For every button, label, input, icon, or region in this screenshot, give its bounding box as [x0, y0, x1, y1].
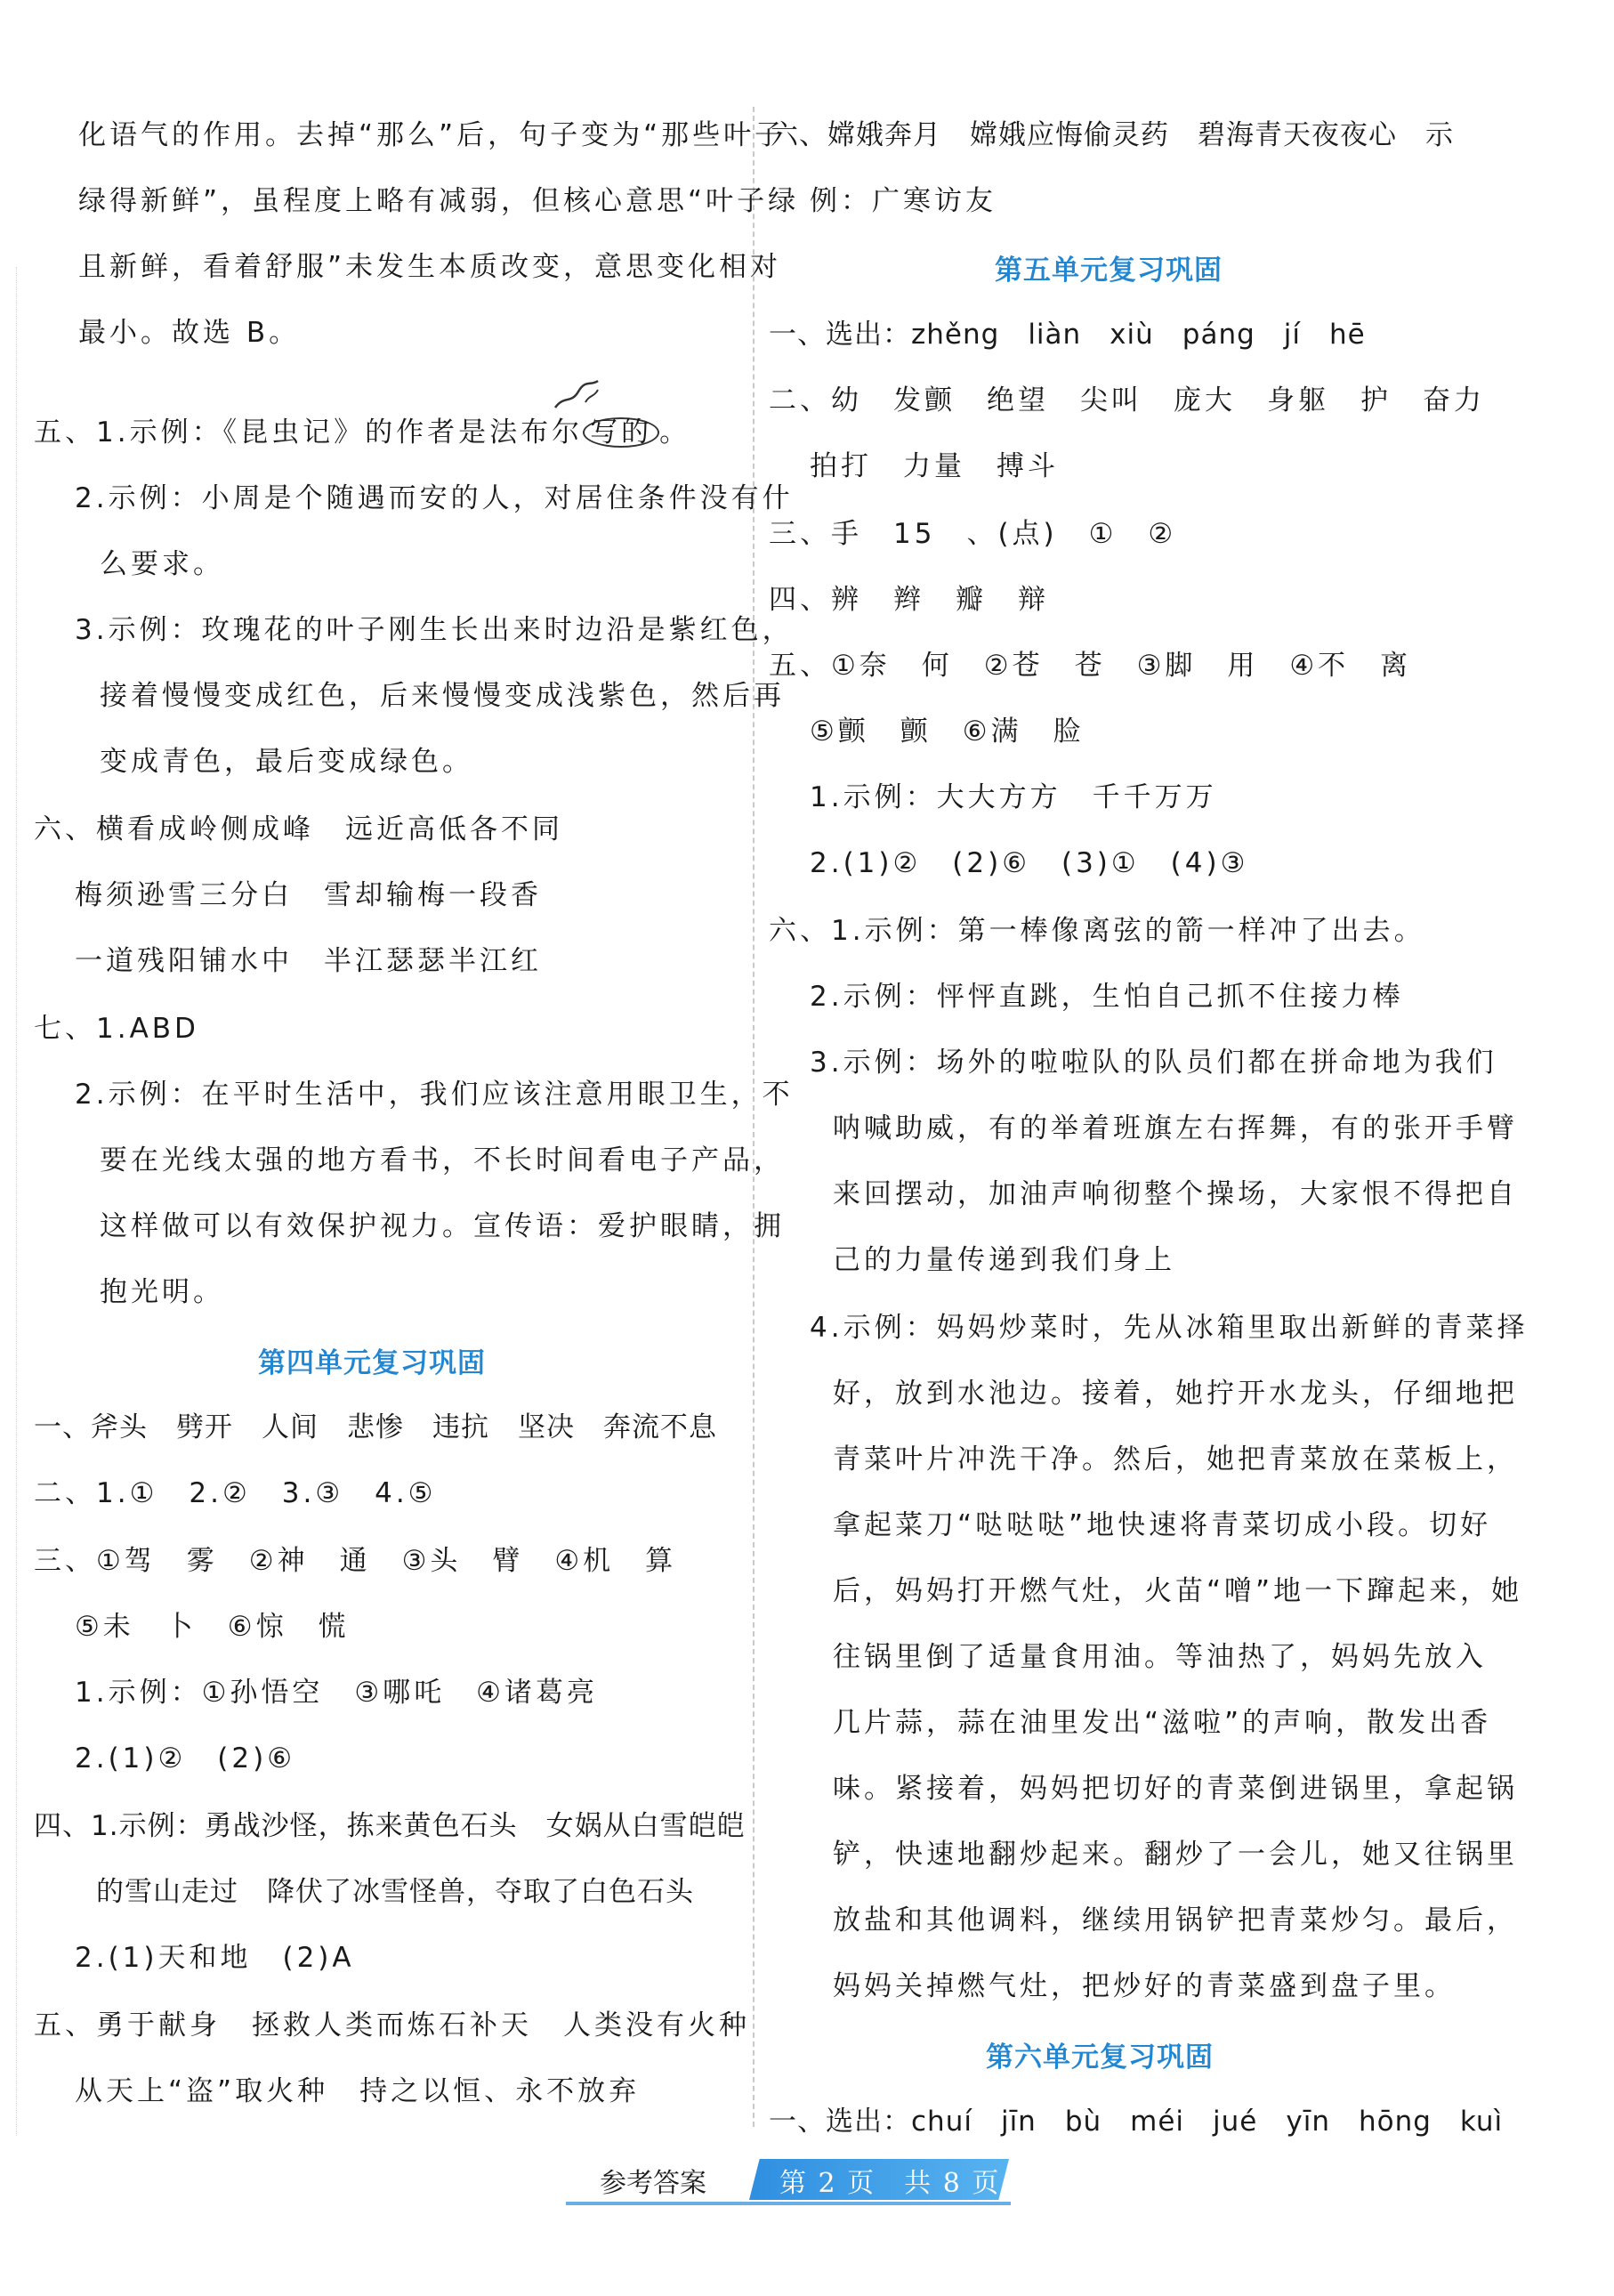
text-line: 一、斧头 劈开 人间 悲惨 违抗 坚决 奔流不息 [34, 1411, 717, 1443]
circled-mark: 写的 [583, 417, 659, 448]
text-line: 从天上“盗”取火种 持之以恒、永不放弃 [75, 2075, 641, 2107]
text-line: 这样做可以有效保护视力。宣传语：爱护眼睛，拥 [100, 1210, 785, 1242]
text-line: 四、辨 辫 瓣 辩 [769, 584, 1049, 616]
text-line: 三、手 15 、(点) ① ② [769, 518, 1177, 550]
text-line: 四、1.示例：勇战沙怪，拣来黄色石头 女娲从白雪皑皑 [34, 1810, 746, 1842]
text-line: 放盐和其他调料，继续用锅铲把青菜炒匀。最后， [833, 1904, 1518, 1936]
text-line: 最小。故选 B。 [78, 317, 301, 349]
text-line: 妈妈关掉燃气灶，把炒好的青菜盛到盘子里。 [833, 1970, 1456, 2002]
text-line: 1.示例：大大方方 千千万万 [810, 781, 1217, 813]
text-line: 绿得新鲜”，虽程度上略有减弱，但核心意思“叶子绿 [78, 185, 800, 217]
text-line: 二、幼 发颤 绝望 尖叫 庞大 身躯 护 奋力 [769, 384, 1485, 416]
text-line: 2.(1)天和地 (2)A [75, 1942, 355, 1974]
page-number: 第 2 页 共 8 页 [779, 2168, 1001, 2199]
footer-label: 参考答案 [600, 2168, 706, 2199]
text-line: 几片蒜，蒜在油里发出“滋啦”的声响，散发出香 [833, 1707, 1492, 1739]
text-line: 己的力量传递到我们身上 [833, 1244, 1175, 1276]
text-line: 4.示例：妈妈炒菜时，先从冰箱里取出新鲜的青菜择 [810, 1312, 1529, 1344]
text-line: 接着慢慢变成红色，后来慢慢变成浅紫色，然后再 [100, 680, 785, 712]
text-line: 2.示例：在平时生活中，我们应该注意用眼卫生，不 [75, 1079, 794, 1111]
text-line: 3.示例：玫瑰花的叶子刚生长出来时边沿是紫红色， [75, 614, 794, 646]
text-line: 3.示例：场外的啦啦队的队员们都在拼命地为我们 [810, 1047, 1497, 1079]
text-line: 例：广寒访友 [810, 185, 997, 217]
text-line: 七、1.ABD [34, 1013, 199, 1045]
text-line: 铲，快速地翻炒起来。翻炒了一会儿，她又往锅里 [833, 1839, 1518, 1871]
text-line: 2.(1)② (2)⑥ [75, 1742, 295, 1775]
text-line: 梅须逊雪三分白 雪却输梅一段香 [75, 879, 542, 911]
text-line: 味。紧接着，妈妈把切好的青菜倒进锅里，拿起锅 [833, 1773, 1518, 1805]
text-line: 六、嫦娥奔月 嫦娥应悔偷灵药 碧海青天夜夜心 示 [771, 119, 1454, 151]
text-line: 2.(1)② (2)⑥ (3)① (4)③ [810, 847, 1249, 879]
footer-rule [566, 2202, 1011, 2205]
text-line: 五、勇于献身 拯救人类而炼石补天 人类没有火种 [34, 2009, 750, 2041]
text-line: 拿起菜刀“哒哒哒”地快速将青菜切成小段。切好 [833, 1509, 1492, 1541]
text-line: 的雪山走过 降伏了冰雪怪兽，夺取了白色石头 [96, 1876, 694, 1908]
text-segment: 五、1.示例：《昆虫记》的作者是法布尔 [34, 416, 584, 449]
answer-line-5-1 [34, 415, 690, 450]
text-line: 六、1.示例：第一棒像离弦的箭一样冲了出去。 [769, 915, 1425, 947]
text-line: 二、1.① 2.② 3.③ 4.⑤ [34, 1477, 437, 1509]
text-line: 青菜叶片冲洗干净。然后，她把青菜放在菜板上， [833, 1443, 1518, 1475]
text-line: 2.示例：怦怦直跳，生怕自己抓不住接力棒 [810, 981, 1404, 1013]
text-line: ⑤颤 颤 ⑥满 脸 [810, 715, 1085, 748]
section-heading-unit5: 第五单元复习巩固 [995, 255, 1223, 287]
text-segment: 。 [659, 416, 691, 449]
text-line: 1.示例：①孙悟空 ③哪吒 ④诸葛亮 [75, 1677, 598, 1709]
text-line: ⑤未 卜 ⑥惊 慌 [75, 1611, 350, 1643]
text-line: 三、①驾 雾 ②神 通 ③头 臂 ④机 算 [34, 1545, 677, 1577]
text-line: 后，妈妈打开燃气灶，火苗“噌”地一下蹿起来，她 [833, 1575, 1523, 1607]
text-line: 拍打 力量 搏斗 [810, 450, 1059, 482]
text-line: 往锅里倒了适量食用油。等油热了，妈妈先放入 [833, 1641, 1487, 1673]
text-line: 好，放到水池边。接着，她拧开水龙头，仔细地把 [833, 1378, 1518, 1410]
text-line: 来回摆动，加油声响彻整个操场，大家恨不得把自 [833, 1178, 1518, 1210]
text-line: 一、选出：chuí jīn bù méi jué yīn hōng kuì [769, 2106, 1504, 2138]
text-line: 要在光线太强的地方看书，不长时间看电子产品， [100, 1144, 785, 1176]
margin-guide [16, 267, 17, 2136]
column-divider [753, 107, 755, 2127]
text-line: 么要求。 [100, 548, 224, 580]
text-line: 五、①奈 何 ②苍 苍 ③脚 用 ④不 离 [769, 650, 1412, 682]
text-line: 一、选出：zhěng liàn xiù páng jí hē [769, 319, 1366, 351]
text-line: 且新鲜，看着舒服”未发生本质改变，意思变化相对 [78, 251, 782, 283]
text-line: 呐喊助威，有的举着班旗左右挥舞，有的张开手臂 [833, 1112, 1518, 1144]
text-line: 2.示例：小周是个随遇而安的人，对居住条件没有什 [75, 482, 794, 514]
text-line: 六、横看成岭侧成峰 远近高低各不同 [34, 813, 563, 845]
text-line: 抱光明。 [100, 1276, 224, 1308]
text-line: 变成青色，最后变成绿色。 [100, 746, 473, 778]
section-heading-unit4: 第四单元复习巩固 [258, 1347, 486, 1379]
text-line: 一道残阳铺水中 半江瑟瑟半江红 [75, 945, 542, 977]
handwritten-mark-icon [552, 377, 605, 413]
text-line: 化语气的作用。去掉“那么”后，句子变为“那些叶子 [78, 119, 787, 151]
section-heading-unit6: 第六单元复习巩固 [986, 2041, 1214, 2074]
